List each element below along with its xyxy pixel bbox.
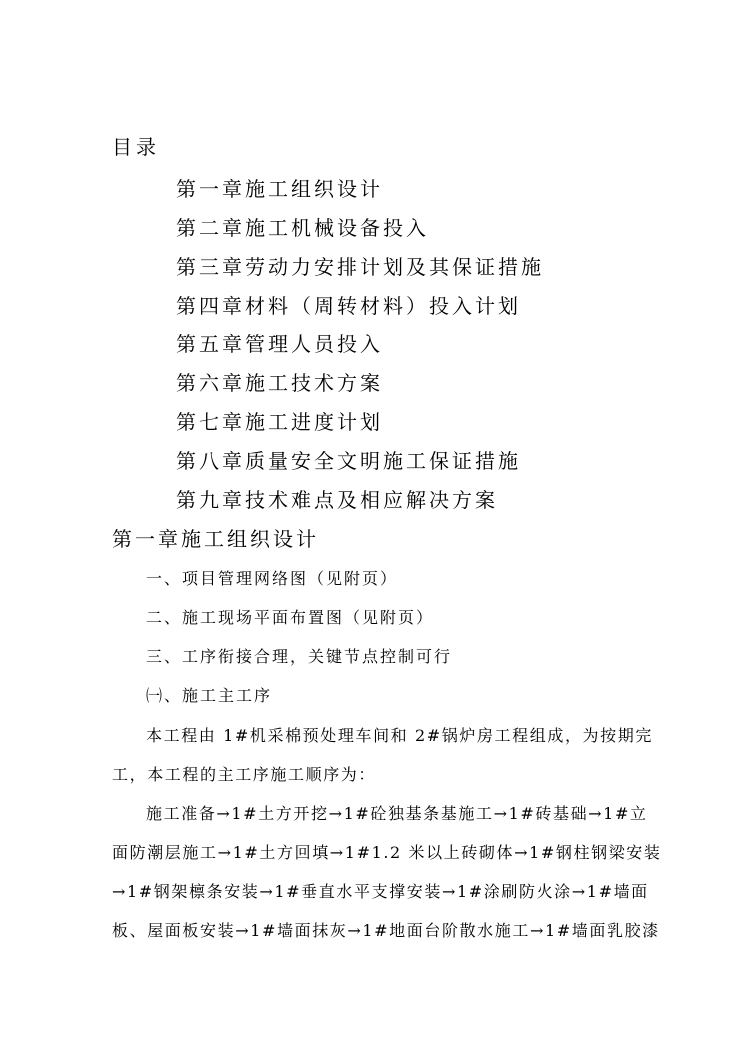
toc-item-chapter-1: 第一章施工组织设计 [176,177,383,201]
paragraph-line: 工，本工程的主工序施工顺序为： [112,765,377,784]
paragraph-line: 本工程由 1#机采棉预处理车间和 2#锅炉房工程组成，为按期完 [146,726,653,745]
toc-item-chapter-2: 第二章施工机械设备投入 [176,216,429,240]
subsection-heading: ㈠、施工主工序 [146,686,273,705]
toc-title: 目录 [112,135,160,159]
toc-item-chapter-9: 第九章技术难点及相应解决方案 [176,488,498,512]
paragraph-line: 面防潮层施工→1#土方回填→1#1.2 米以上砖砌体→1#钢柱钢梁安装 [112,843,662,862]
toc-item-chapter-3: 第三章劳动力安排计划及其保证措施 [176,255,544,279]
toc-item-chapter-8: 第八章质量安全文明施工保证措施 [176,449,521,473]
toc-item-chapter-6: 第六章施工技术方案 [176,371,383,395]
toc-item-chapter-7: 第七章施工进度计划 [176,410,383,434]
paragraph-line: →1#钢架檩条安装→1#垂直水平支撑安装→1#涂刷防火涂→1#墙面 [112,882,649,901]
paragraph-line: 施工准备→1#土方开挖→1#砼独基条基施工→1#砖基础→1#立 [146,804,648,823]
chapter-heading: 第一章施工组织设计 [112,527,319,551]
paragraph-line: 板、屋面板安装→1#墙面抹灰→1#地面台阶散水施工→1#墙面乳胶漆 [112,921,660,940]
toc-item-chapter-5: 第五章管理人员投入 [176,332,383,356]
section-heading: 三、工序衔接合理，关键节点控制可行 [146,647,453,666]
toc-item-chapter-4: 第四章材料（周转材料）投入计划 [176,294,521,318]
section-heading: 一、项目管理网络图（见附页） [146,569,399,588]
section-heading: 二、施工现场平面布置图（见附页） [146,608,435,627]
